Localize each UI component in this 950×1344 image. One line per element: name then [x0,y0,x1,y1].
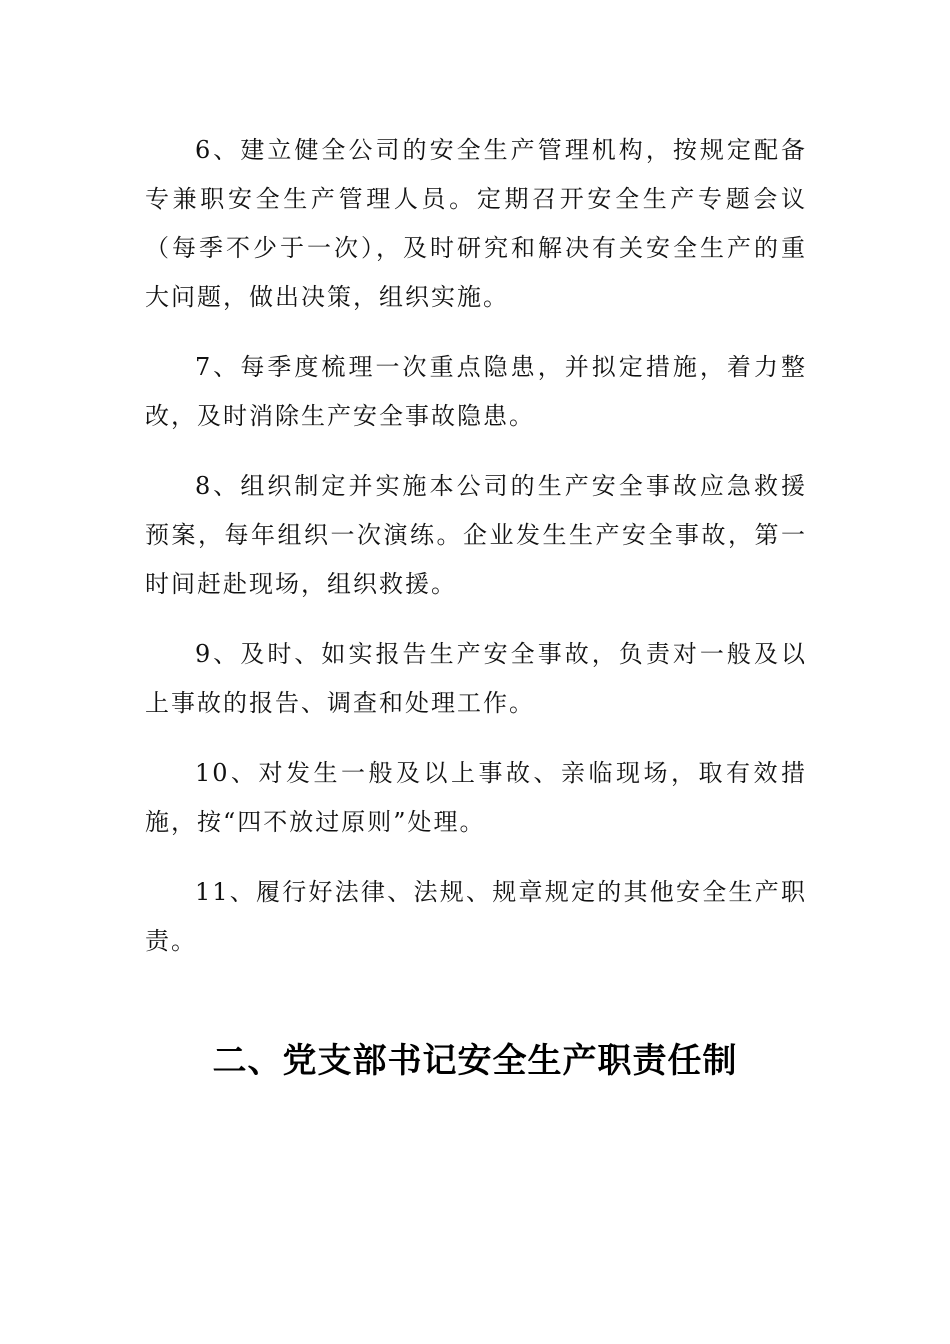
document-body [145,126,807,987]
paragraph-item-7: 7、每季度梳理一次重点隐患，并拟定措施，着力整改，及时消除生产安全事故隐患。 [145,353,807,430]
paragraph-item-8: 8、组织制定并实施本公司的生产安全事故应急救援预案，每年组织一次演练。企业发生生产安全事故，第一时间赶赴现场，组织救援。 [145,472,807,598]
paragraph-item-10: 10、对发生一般及以上事故、亲临现场，取有效措施，按“四不放过原则”处理。 [145,759,807,836]
paragraph-item-9: 9、及时、如实报告生产安全事故，负责对一般及以上事故的报告、调查和处理工作。 [145,640,807,717]
paragraph-item-6: 6、建立健全公司的安全生产管理机构，按规定配备专兼职安全生产管理人员。定期召开安全生产专题会议（每季不少于一次），及时研究和解决有关安全生产的重大问题，做出决策，组织实施。 [145,136,807,311]
paragraph-item-11: 11、履行好法律、法规、规章规定的其他安全生产职责。 [145,878,807,955]
section-heading: 二、党支部书记安全生产职责任制 [212,1041,738,1081]
